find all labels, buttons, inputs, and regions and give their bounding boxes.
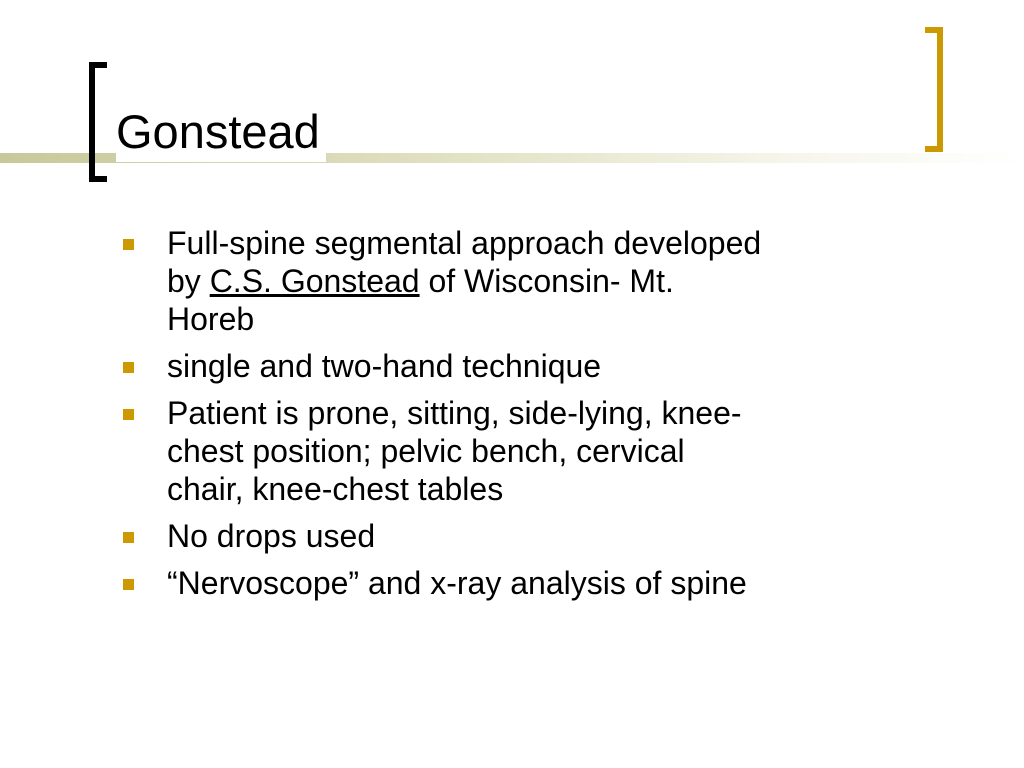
- bullet-item: [118, 394, 768, 508]
- slide-title: Gonstead: [116, 102, 326, 162]
- bullet-item: [118, 347, 768, 385]
- square-bullet-icon: [123, 239, 134, 250]
- square-bullet-icon: [123, 532, 134, 543]
- bullet-text: Patient is prone, sitting, side-lying, knee-chest position; pelvic bench, cervical chair, knee-chest tables: [167, 395, 742, 507]
- bullet-text: single and two-hand technique: [167, 348, 602, 384]
- bullet-item: [118, 224, 768, 338]
- bullet-item: [118, 564, 768, 602]
- square-bullet-icon: [123, 579, 134, 590]
- gonstead-link[interactable]: C.S. Gonstead: [209, 263, 420, 299]
- square-bullet-icon: [123, 409, 134, 420]
- bullet-text-part: of Wisconsin- Mt. Horeb: [167, 263, 674, 337]
- bullet-list: [118, 224, 768, 611]
- right-bracket-decoration: [925, 27, 943, 152]
- bullet-item: [118, 517, 768, 555]
- bullet-text-part: Full-spine segmental approach developed by: [167, 225, 762, 299]
- bullet-text: “Nervoscope” and x-ray analysis of spine: [167, 565, 747, 601]
- square-bullet-icon: [123, 362, 134, 373]
- bullet-text: No drops used: [167, 518, 376, 554]
- left-bracket-decoration: [89, 62, 107, 182]
